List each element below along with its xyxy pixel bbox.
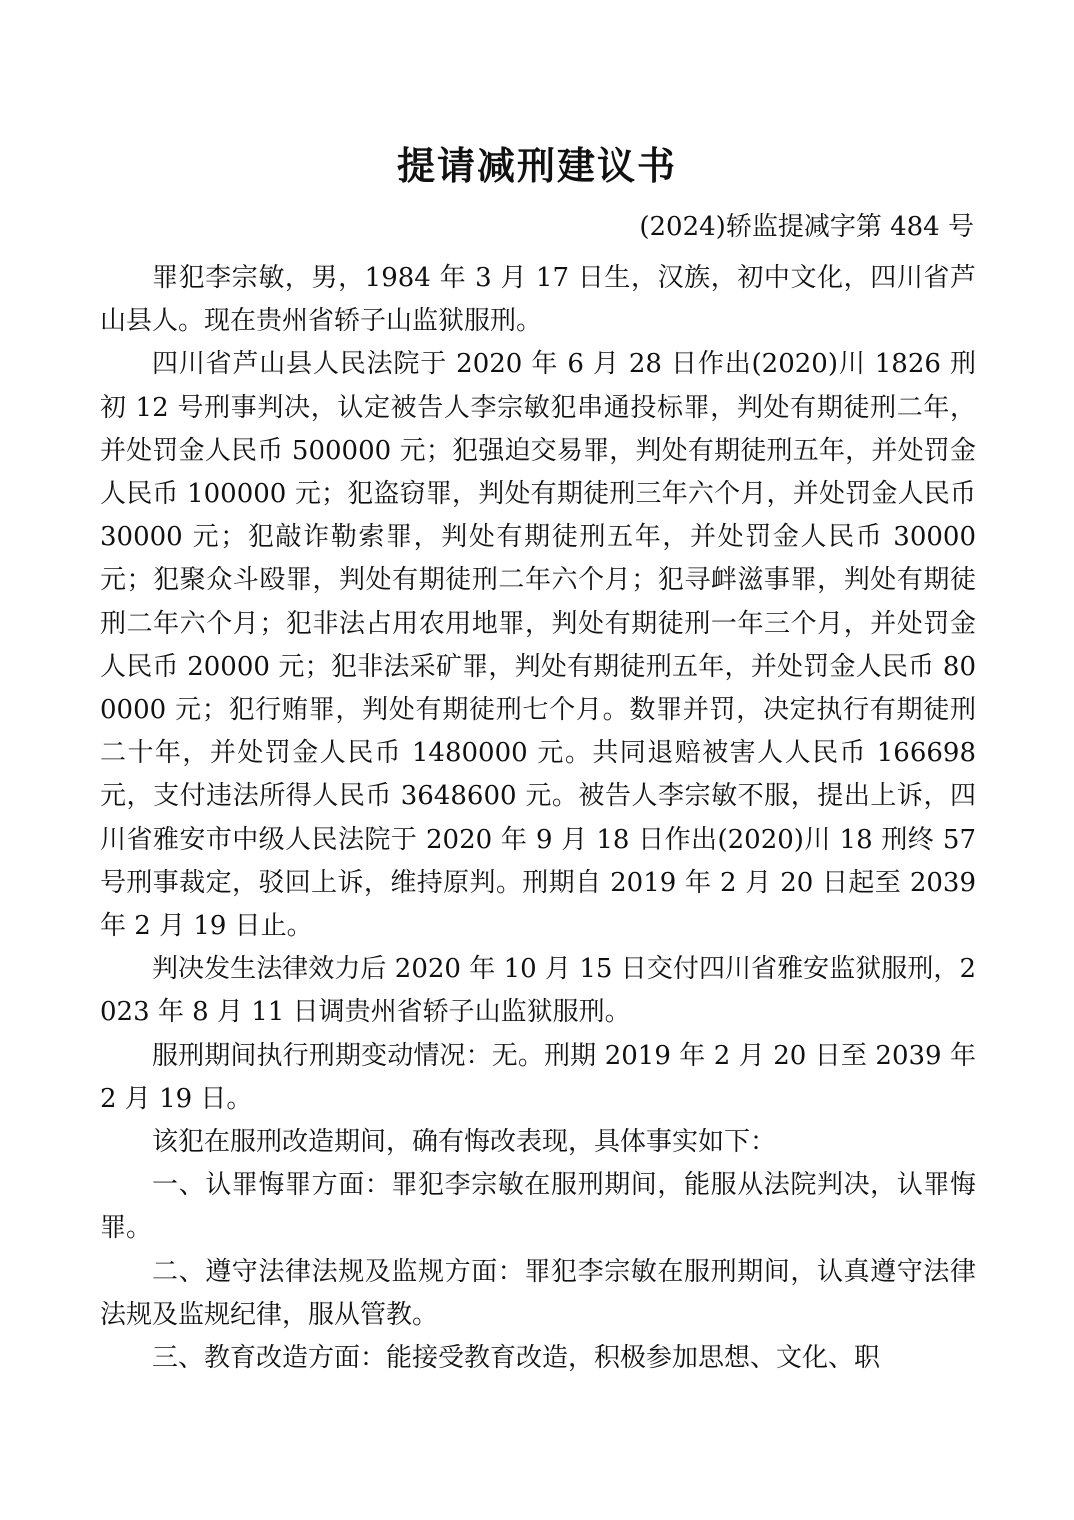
- paragraph-judgment: 四川省芦山县人民法院于 2020 年 6 月 28 日作出(2020)川 1826 刑初 12 号刑事判决，认定被告人李宗敏犯串通投标罪，判处有期徒刑二年，并处罚金人民币 500000 元；犯强迫交易罪，判处有期徒刑五年，并处罚金人民币 100000 元；犯盗窃罪，判处有期徒刑三年六个月，并处罚金人民币 30000 元；犯敲诈勒索罪，判处有期徒刑五年，并处罚金人民币 30000 元；犯聚众斗殴罪，判处有期徒刑二年六个月；犯寻衅滋事罪，判处有期徒刑二年六个月；犯非法占用农用地罪，判处有期徒刑一年三个月，并处罚金人民币 20000 元；犯非法采矿罪，判处有期徒刑五年，并处罚金人民币 800000 元；犯行贿罪，判处有期徒刑七个月。数罪并罚，决定执行有期徒刑二十年，并处罚金人民币 1480000 元。共同退赔被害人人民币 166698 元，支付违法所得人民币 3648600 元。被告人李宗敏不服，提出上诉，四川省雅安市中级人民法院于 2020 年 9 月 18 日作出(2020)川 18 刑终 57 号刑事裁定，驳回上诉，维持原判。刑期自 2019 年 2 月 20 日起至 2039 年 2 月 19 日止。: [100, 349, 976, 942]
- paragraph-compliance: 二、遵守法律法规及监规方面：罪犯李宗敏在服刑期间，认真遵守法律法规及监规纪律，服从管教。: [100, 1256, 976, 1330]
- document-title: 提请减刑建议书: [396, 144, 677, 188]
- document-body: [100, 257, 976, 1380]
- document-number: (2024)轿监提减字第 484 号: [639, 212, 974, 242]
- paragraph-criminal-info: 罪犯李宗敏，男，1984 年 3 月 17 日生，汉族，初中文化，四川省芦山县人。现在贵州省轿子山监狱服刑。: [100, 263, 976, 337]
- paragraph-education: 三、教育改造方面：能接受教育改造，积极参加思想、文化、职: [152, 1343, 881, 1374]
- paragraph-repentance-intro: 该犯在服刑改造期间，确有悔改表现，具体事实如下：: [152, 1127, 777, 1158]
- paragraph-confession: 一、认罪悔罪方面：罪犯李宗敏在服刑期间，能服从法院判决，认罪悔罪。: [100, 1170, 976, 1244]
- paragraph-sentence-changes: 服刑期间执行刑期变动情况：无。刑期 2019 年 2 月 20 日至 2039 年 2 月 19 日。: [100, 1040, 976, 1114]
- paragraph-transfer: 判决发生法律效力后 2020 年 10 月 15 日交付四川省雅安监狱服刑，2023 年 8 月 11 日调贵州省轿子山监狱服刑。: [100, 954, 976, 1028]
